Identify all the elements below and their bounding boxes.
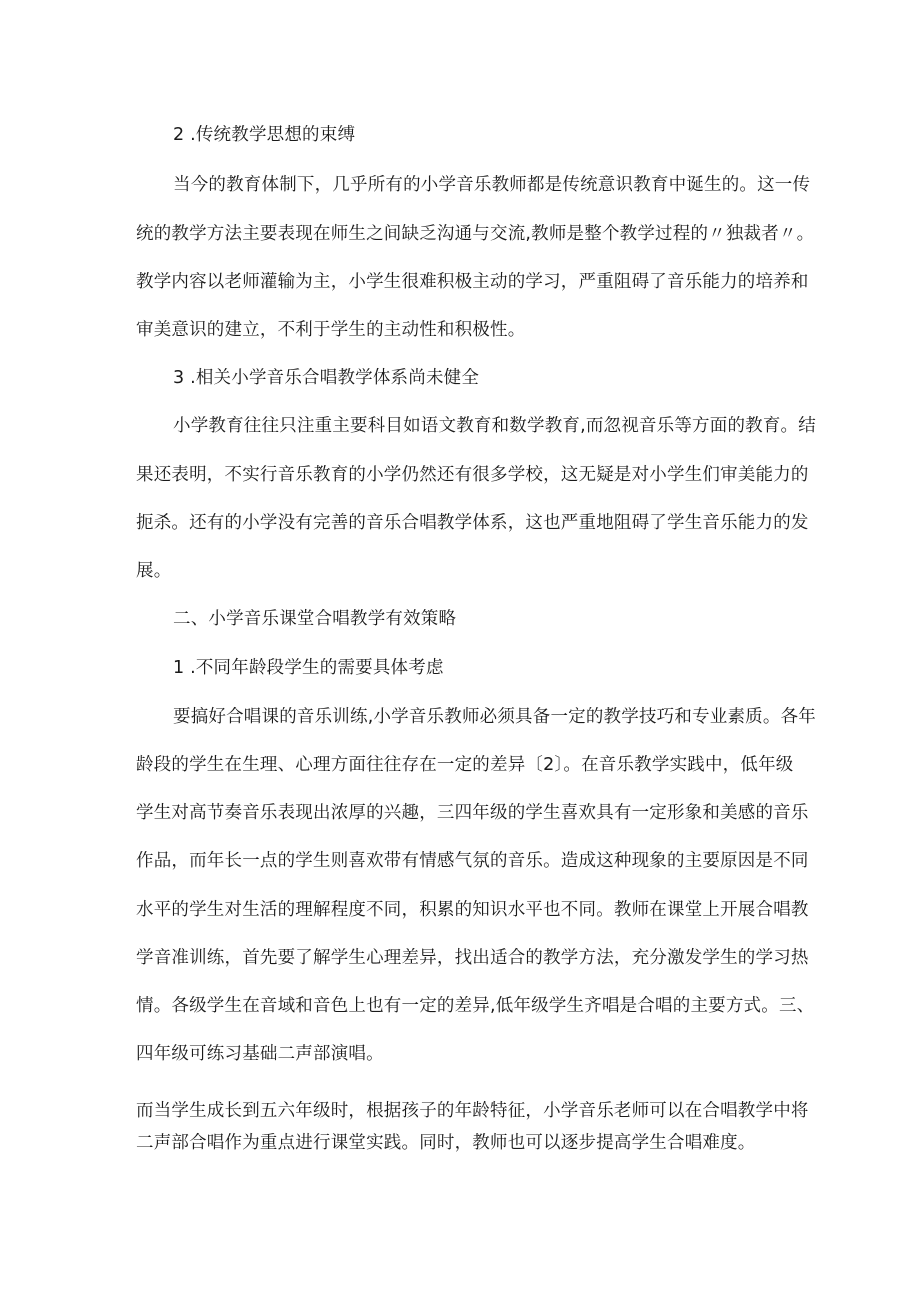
paragraph-line: 四年级可练习基础二声部演唱。	[136, 1044, 384, 1064]
section-heading-2: 2 .传统教学思想的束缚	[173, 125, 356, 145]
section-heading-3: 3 .相关小学音乐合唱教学体系尚未健全	[173, 368, 480, 388]
paragraph-line: 教学内容以老师灌输为主，小学生很难积极主动的学习，严重阻碍了音乐能力的培养和	[136, 272, 809, 292]
paragraph-line: 统的教学方法主要表现在师生之间缺乏沟通与交流,教师是整个教学过程的〃独裁者〃。	[136, 224, 815, 244]
chapter-heading: 二、小学音乐课堂合唱教学有效策略	[173, 609, 457, 629]
paragraph-line: 作品，而年长一点的学生则喜欢带有情感气氛的音乐。造成这种现象的主要原因是不同	[136, 851, 809, 871]
paragraph-line: 果还表明，不实行音乐教育的小学仍然还有很多学校，这无疑是对小学生们审美能力的	[136, 465, 809, 485]
paragraph-line: 展。	[136, 561, 172, 581]
paragraph-line: 学生对高节奏音乐表现出浓厚的兴趣，三四年级的学生喜欢具有一定形象和美感的音乐	[136, 803, 809, 823]
paragraph-line: 情。各级学生在音域和音色上也有一定的差异,低年级学生齐唱是合唱的主要方式。三、	[136, 996, 815, 1016]
paragraph-line: 扼杀。还有的小学没有完善的音乐合唱教学体系，这也严重地阻碍了学生音乐能力的发	[136, 513, 809, 533]
paragraph-line: 审美意识的建立，不利于学生的主动性和积极性。	[136, 320, 526, 340]
paragraph-line: 当今的教育体制下，几乎所有的小学音乐教师都是传统意识教育中诞生的。这一传	[173, 175, 811, 195]
section-heading-1: 1 .不同年龄段学生的需要具体考虑	[173, 658, 444, 678]
paragraph-line: 小学教育往往只注重主要科目如语文教育和数学教育,而忽视音乐等方面的教育。结	[173, 416, 816, 436]
paragraph-line: 水平的学生对生活的理解程度不同，积累的知识水平也不同。教师在课堂上开展合唱教	[136, 900, 809, 920]
paragraph-line: 而当学生成长到五六年级时，根据孩子的年龄特征，小学音乐老师可以在合唱教学中将	[136, 1101, 809, 1121]
paragraph-line: 学音准训练，首先要了解学生心理差异，找出适合的教学方法，充分激发学生的学习热	[136, 948, 809, 968]
paragraph-line: 二声部合唱作为重点进行课堂实践。同时，教师也可以逐步提高学生合唱难度。	[136, 1133, 756, 1153]
paragraph-line: 要搞好合唱课的音乐训练,小学音乐教师必须具备一定的教学技巧和专业素质。各年	[173, 707, 816, 727]
paragraph-line: 龄段的学生在生理、心理方面往往存在一定的差异〔2〕。在音乐教学实践中，低年级	[136, 755, 794, 775]
